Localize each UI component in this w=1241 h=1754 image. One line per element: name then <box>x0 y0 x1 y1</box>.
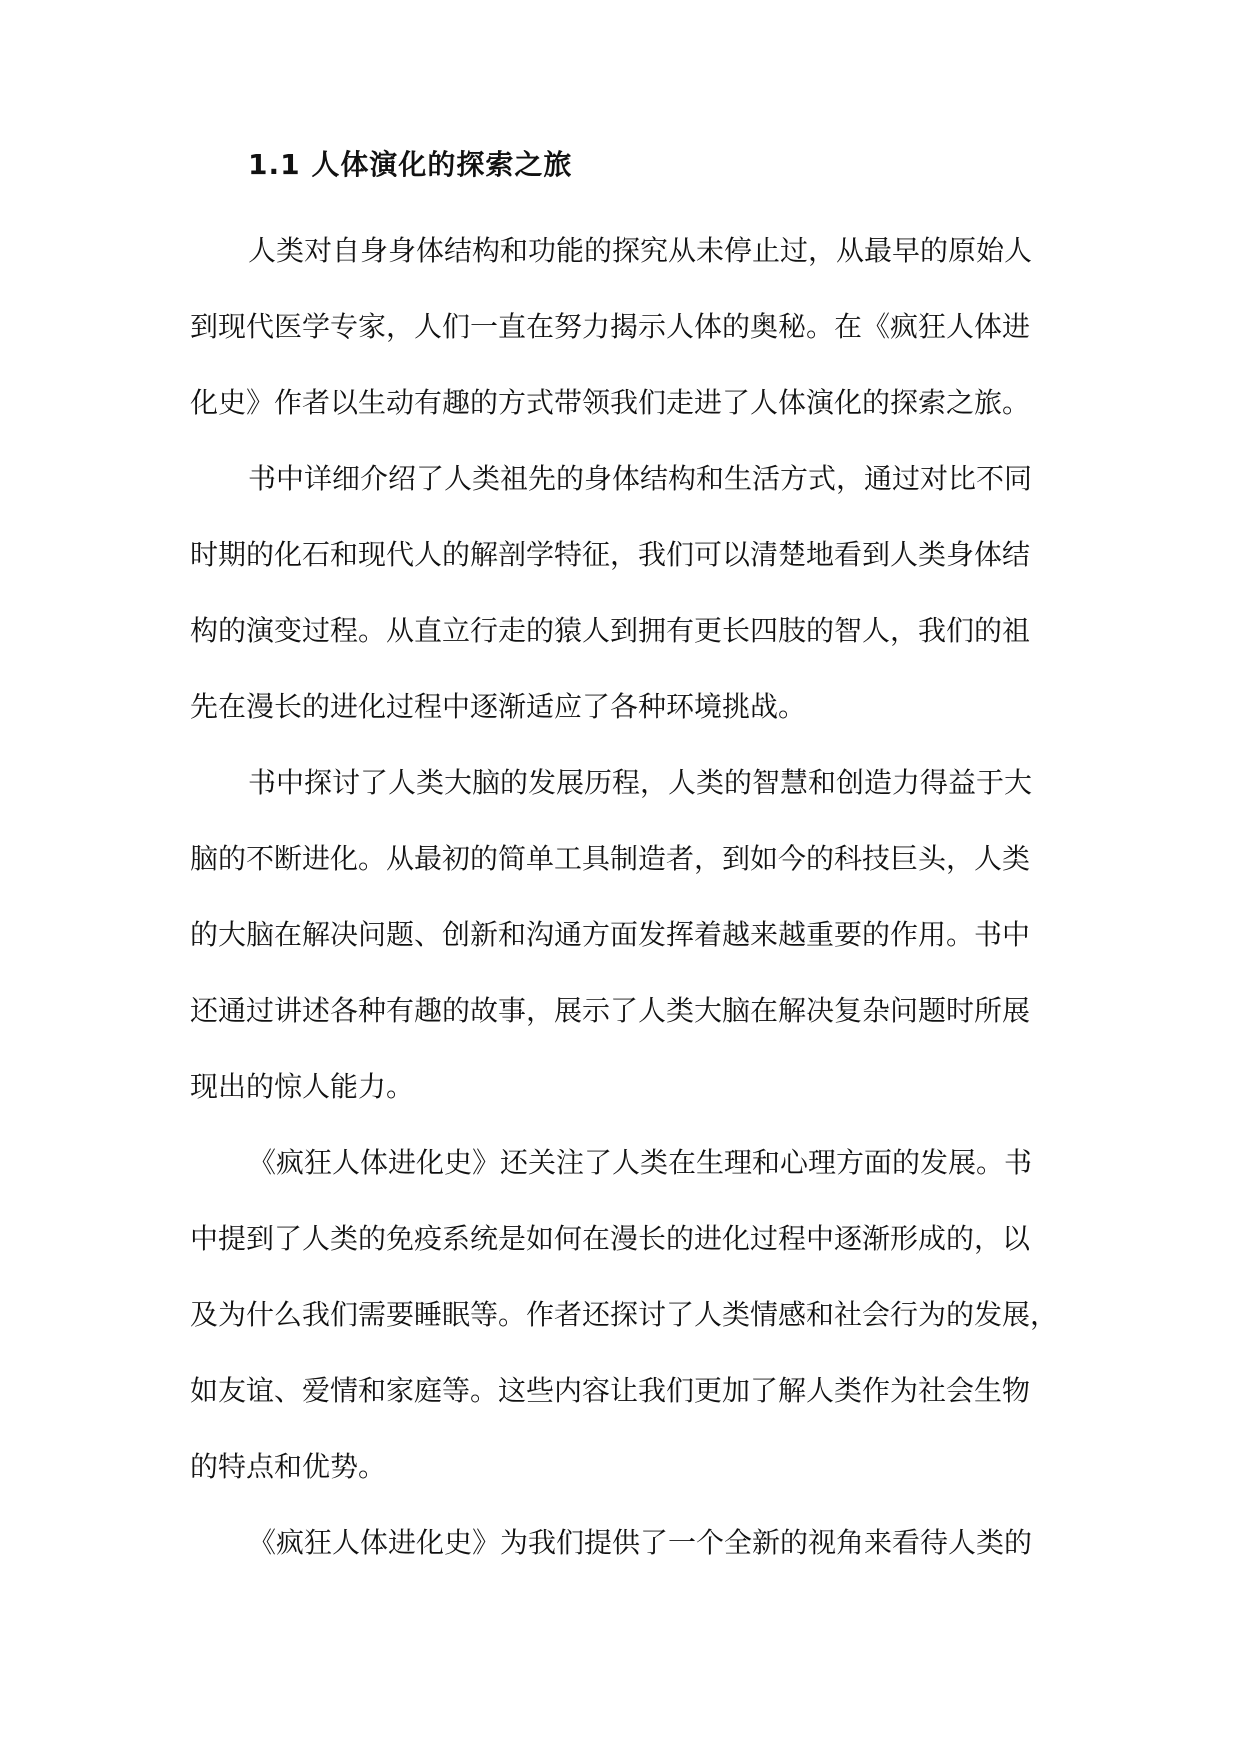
paragraph-1 <box>190 213 1060 441</box>
paragraph-line: 《疯狂人体进化史》为我们提供了一个全新的视角来看待人类的 <box>248 1526 1033 1559</box>
paragraph-2 <box>190 441 1060 745</box>
paragraph-line: 构的演变过程。从直立行走的猿人到拥有更长四肢的智人，我们的祖 <box>190 614 1031 647</box>
paragraph-line: 书中详细介绍了人类祖先的身体结构和生活方式，通过对比不同 <box>248 462 1033 495</box>
paragraph-line: 中提到了人类的免疫系统是如何在漫长的进化过程中逐渐形成的，以 <box>190 1222 1031 1255</box>
paragraph-line: 《疯狂人体进化史》还关注了人类在生理和心理方面的发展。书 <box>248 1146 1033 1179</box>
paragraph-line: 先在漫长的进化过程中逐渐适应了各种环境挑战。 <box>190 690 807 723</box>
paragraph-line: 如友谊、爱情和家庭等。这些内容让我们更加了解人类作为社会生物 <box>190 1374 1031 1407</box>
paragraph-line: 书中探讨了人类大脑的发展历程，人类的智慧和创造力得益于大 <box>248 766 1033 799</box>
paragraph-3 <box>190 745 1060 1125</box>
paragraph-line: 人类对自身身体结构和功能的探究从未停止过，从最早的原始人 <box>248 234 1033 267</box>
paragraph-line: 的特点和优势。 <box>190 1450 387 1483</box>
paragraph-5 <box>190 1505 1060 1581</box>
paragraph-line: 及为什么我们需要睡眠等。作者还探讨了人类情感和社会行为的发展， <box>190 1298 1059 1331</box>
document-body <box>190 145 1060 1581</box>
paragraph-4 <box>190 1125 1060 1505</box>
paragraph-line: 时期的化石和现代人的解剖学特征，我们可以清楚地看到人类身体结 <box>190 538 1031 571</box>
section-heading: 1.1 人体演化的探索之旅 <box>248 148 573 181</box>
paragraph-line: 现出的惊人能力。 <box>190 1070 415 1103</box>
paragraph-line: 到现代医学专家，人们一直在努力揭示人体的奥秘。在《疯狂人体进 <box>190 310 1031 343</box>
paragraph-line: 化史》作者以生动有趣的方式带领我们走进了人体演化的探索之旅。 <box>190 386 1031 419</box>
paragraph-line: 还通过讲述各种有趣的故事，展示了人类大脑在解决复杂问题时所展 <box>190 994 1031 1027</box>
paragraph-line: 脑的不断进化。从最初的简单工具制造者，到如今的科技巨头，人类 <box>190 842 1031 875</box>
paragraph-line: 的大脑在解决问题、创新和沟通方面发挥着越来越重要的作用。书中 <box>190 918 1031 951</box>
